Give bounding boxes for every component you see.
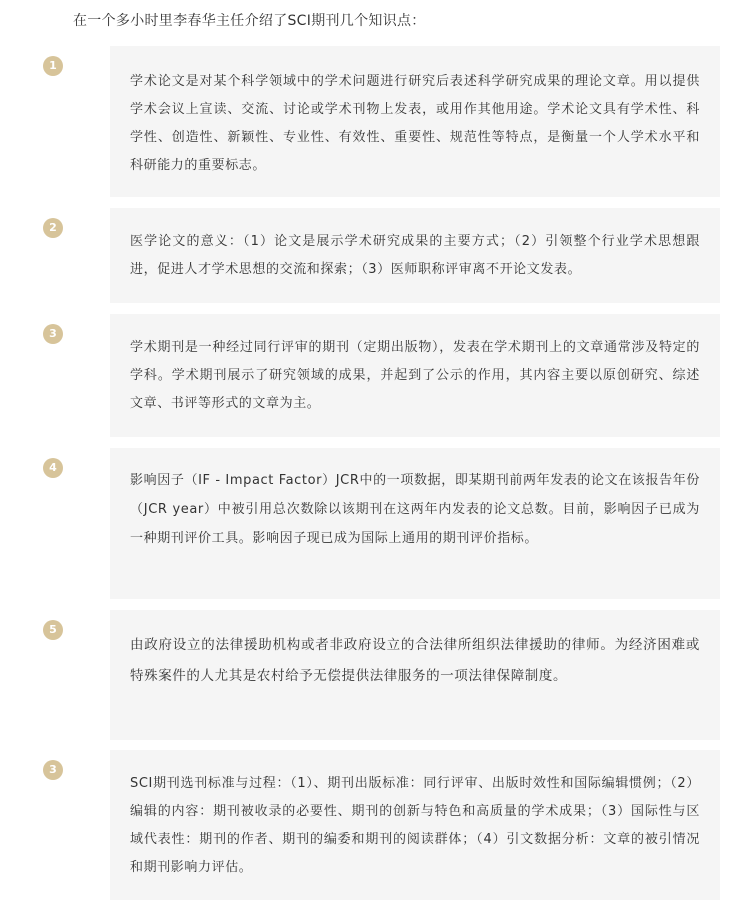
card-text: 由政府设立的法律援助机构或者非政府设立的合法律所组织法律援助的律师。为经济困难或特殊案件的人尤其是农村给予无偿提供法律服务的一项法律保障制度。 [130, 637, 700, 684]
content-card [110, 750, 720, 900]
content-card [110, 448, 720, 599]
number-badge: 2 [43, 218, 63, 238]
intro-text: 在一个多小时里李春华主任介绍了SCI期刊几个知识点： [73, 13, 426, 29]
number-badge: 3 [43, 760, 63, 780]
card-text: 医学论文的意义：（1）论文是展示学术研究成果的主要方式；（2）引领整个行业学术思想跟进，促进人才学术思想的交流和探索；（3）医师职称评审离不开论文发表。 [130, 234, 700, 277]
card-text: 学术论文是对某个科学领域中的学术问题进行研究后表述科学研究成果的理论文章。用以提供学术会议上宣读、交流、讨论或学术刊物上发表，或用作其他用途。学术论文具有学术性、科学性、创造性、新颖性、专业性、有效性、重要性、规范性等特点，是衡量一个人学术水平和科研能力的重要标志。 [130, 74, 700, 173]
number-badge: 5 [43, 620, 63, 640]
card-text: SCI期刊选刊标准与过程：（1）、期刊出版标准：同行评审、出版时效性和国际编辑惯例；（2）编辑的内容：期刊被收录的必要性、期刊的创新与特色和高质量的学术成果；（3）国际性与区域代表性：期刊的作者、期刊的编委和期刊的阅读群体；（4）引文数据分析：文章的被引情况和期刊影响力评估。 [130, 776, 700, 875]
number-badge: 4 [43, 458, 63, 478]
content-card [110, 208, 720, 303]
number-badge: 3 [43, 324, 63, 344]
content-card [110, 314, 720, 437]
card-text: 影响因子（IF - Impact Factor）JCR中的一项数据，即某期刊前两年发表的论文在该报告年份（JCR year）中被引用总次数除以该期刊在这两年内发表的论文总数。目前，影响因子已成为一种期刊评价工具。影响因子现已成为国际上通用的期刊评价指标。 [130, 473, 700, 546]
number-badge: 1 [43, 56, 63, 76]
content-card [110, 46, 720, 197]
card-text: 学术期刊是一种经过同行评审的期刊（定期出版物），发表在学术期刊上的文章通常涉及特定的学科。学术期刊展示了研究领域的成果，并起到了公示的作用，其内容主要以原创研究、综述文章、书评等形式的文章为主。 [130, 340, 700, 411]
content-card [110, 610, 720, 740]
